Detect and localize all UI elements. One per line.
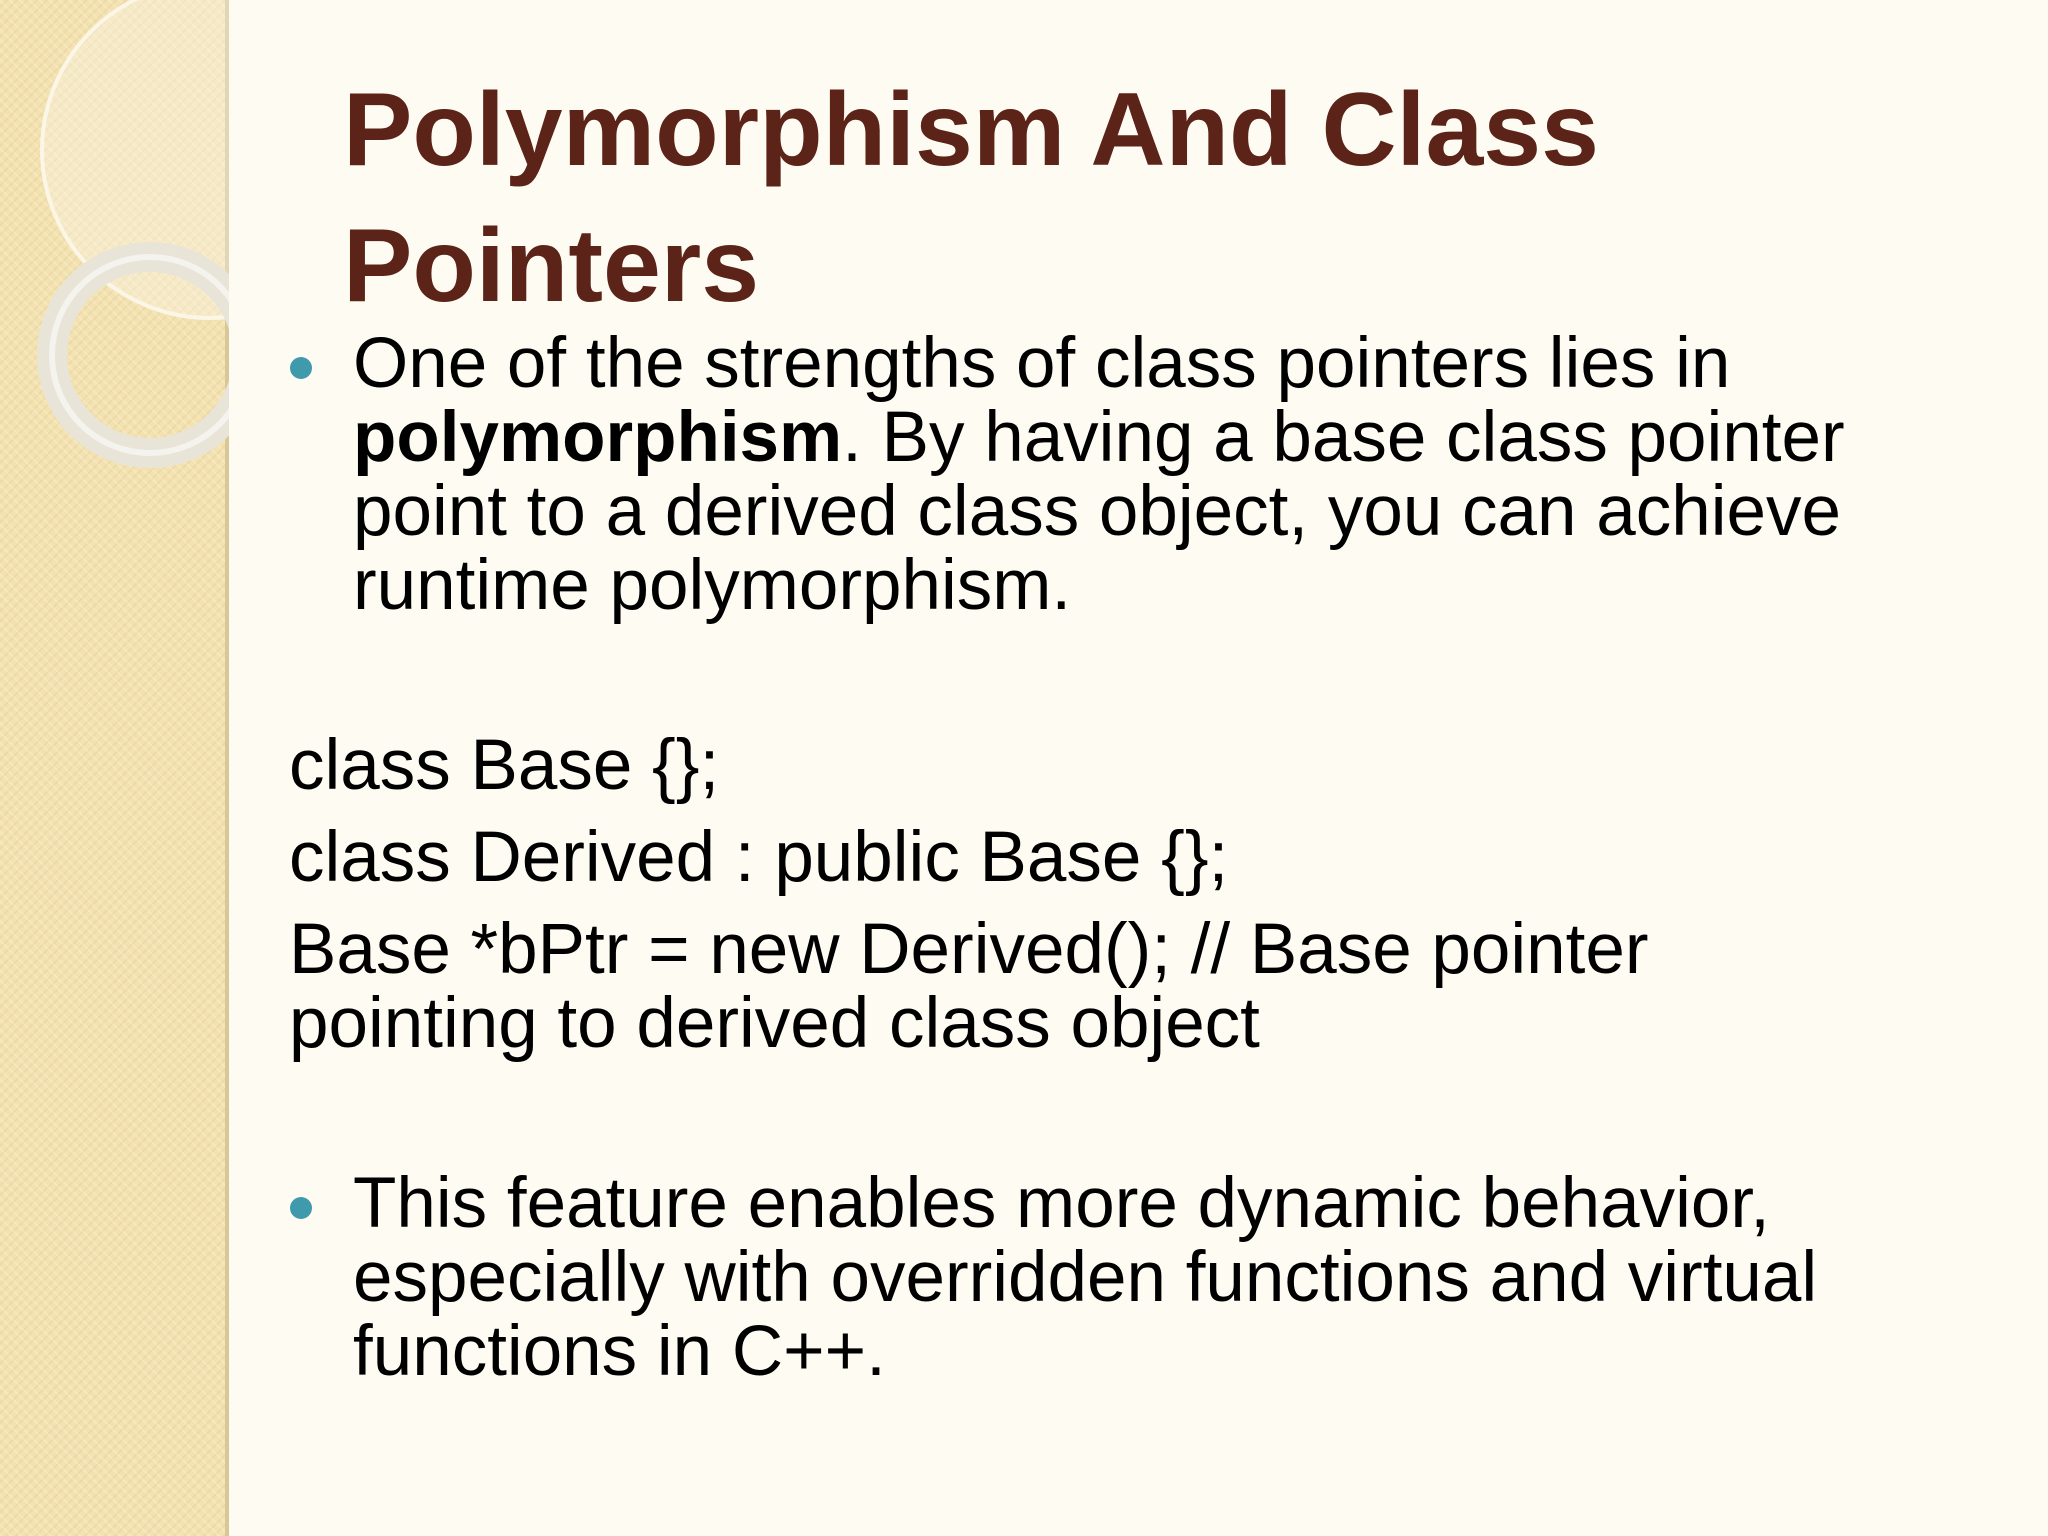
code-example xyxy=(289,726,1989,1079)
bullet-item-dynamic-behavior xyxy=(290,1164,1990,1391)
decorative-circles xyxy=(0,0,229,520)
bullet-text-bold: polymorphism xyxy=(353,398,843,477)
bullet-icon xyxy=(290,357,312,379)
code-line: Base *bPtr = new Derived(); // Base pointer pointing to derived class object xyxy=(289,910,1649,1063)
bullet-text: This feature enables more dynamic behavior, especially with overridden functions and virtual functions in C++. xyxy=(353,1164,1818,1391)
bullet-item-polymorphism xyxy=(290,324,1990,625)
bullet-text-part: . By having a base class pointer point to a derived class object, you can achieve runtime polymorphism. xyxy=(353,398,1845,625)
bullet-text-part: One of the strengths of class pointers lies in xyxy=(353,324,1731,403)
code-line: class Derived : public Base {}; xyxy=(289,818,1229,897)
code-line: class Base {}; xyxy=(289,726,720,805)
bullet-icon xyxy=(290,1197,312,1219)
slide-title: Polymorphism And Class Pointers xyxy=(343,72,1599,324)
bullet-text xyxy=(353,324,1990,625)
